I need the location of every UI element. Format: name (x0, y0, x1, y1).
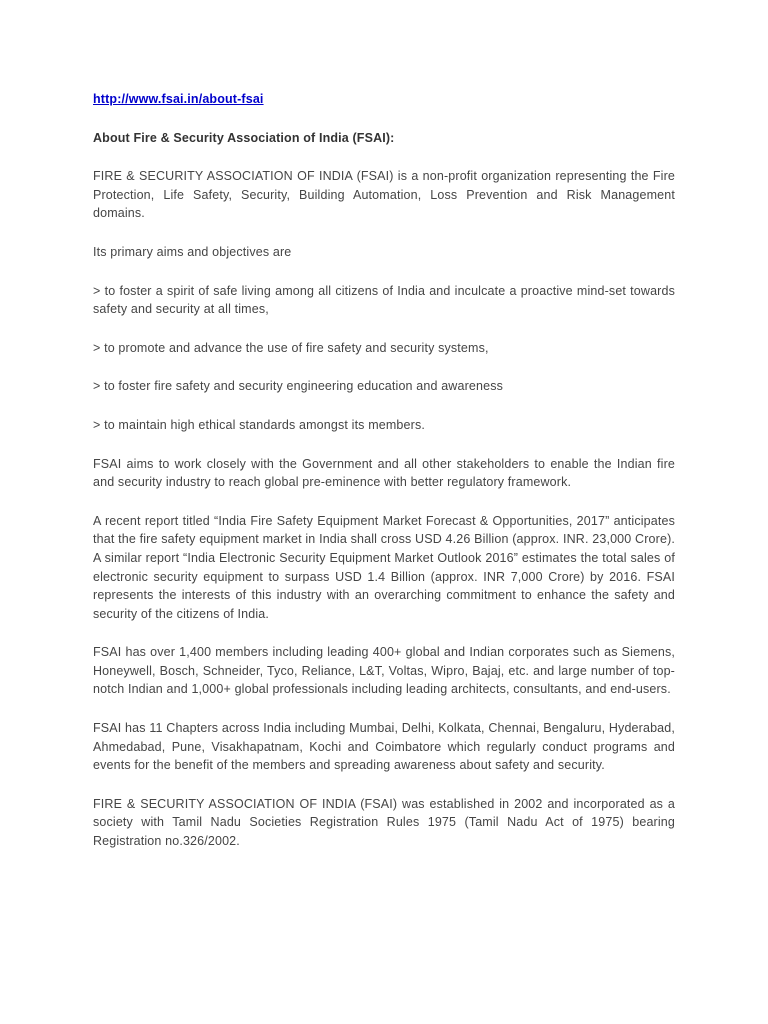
paragraph-aim-2: > to promote and advance the use of fire safety and security systems, (93, 340, 489, 355)
paragraph-chapters: FSAI has 11 Chapters across India including Mumbai, Delhi, Kolkata, Chennai, Bengaluru, Hyderabad, Ahmedabad, Pune, Visakhapatnam, Kochi and Coimbatore which regularly conduct programs and events for the benefit of the members and spreading awareness about safety and security. (93, 721, 675, 773)
paragraph-aim-4: > to maintain high ethical standards amongst its members. (93, 417, 425, 432)
paragraph-members: FSAI has over 1,400 members including leading 400+ global and Indian corporates such as Siemens, Honeywell, Bosch, Schneider, Tyco, Reliance, L&T, Voltas, Wipro, Bajaj, etc. and large number of top-notch Indian and 1,000+ global professionals including leading architects, consultants, and end-users. (93, 645, 675, 697)
paragraph-government: FSAI aims to work closely with the Government and all other stakeholders to enable the Indian fire and security industry to reach global pre-eminence with better regulatory framework. (93, 456, 675, 490)
document-page (93, 90, 675, 871)
paragraph-aim-1: > to foster a spirit of safe living among all citizens of India and inculcate a proactive mind-set towards safety and security at all times, (93, 283, 675, 317)
paragraph-aim-3: > to foster fire safety and security engineering education and awareness (93, 379, 503, 394)
document-heading: About Fire & Security Association of India (FSAI): (93, 130, 395, 145)
paragraph-market-report: A recent report titled “India Fire Safety Equipment Market Forecast & Opportunities, 2017” anticipates that the fire safety equipment market in India shall cross USD 4.26 Billion (approx. INR. 23,000 Crore). A similar report “India Electronic Security Equipment Market Outlook 2016” estimates the total sales of electronic security equipment to surpass USD 1.4 Billion (approx. INR 7,000 Crore) by 2016. FSAI represents the interests of this industry with an overarching commitment to enhance the safety and security of the citizens of India. (93, 513, 675, 621)
source-link[interactable]: http://www.fsai.in/about-fsai (93, 92, 264, 106)
paragraph-aims-intro: Its primary aims and objectives are (93, 244, 292, 259)
paragraph-intro: FIRE & SECURITY ASSOCIATION OF INDIA (FSAI) is a non-profit organization representing the Fire Protection, Life Safety, Security, Building Automation, Loss Prevention and Risk Management domains. (93, 169, 675, 221)
paragraph-established: FIRE & SECURITY ASSOCIATION OF INDIA (FSAI) was established in 2002 and incorporated as a society with Tamil Nadu Societies Registration Rules 1975 (Tamil Nadu Act of 1975) bearing Registration no.326/2002. (93, 796, 675, 849)
